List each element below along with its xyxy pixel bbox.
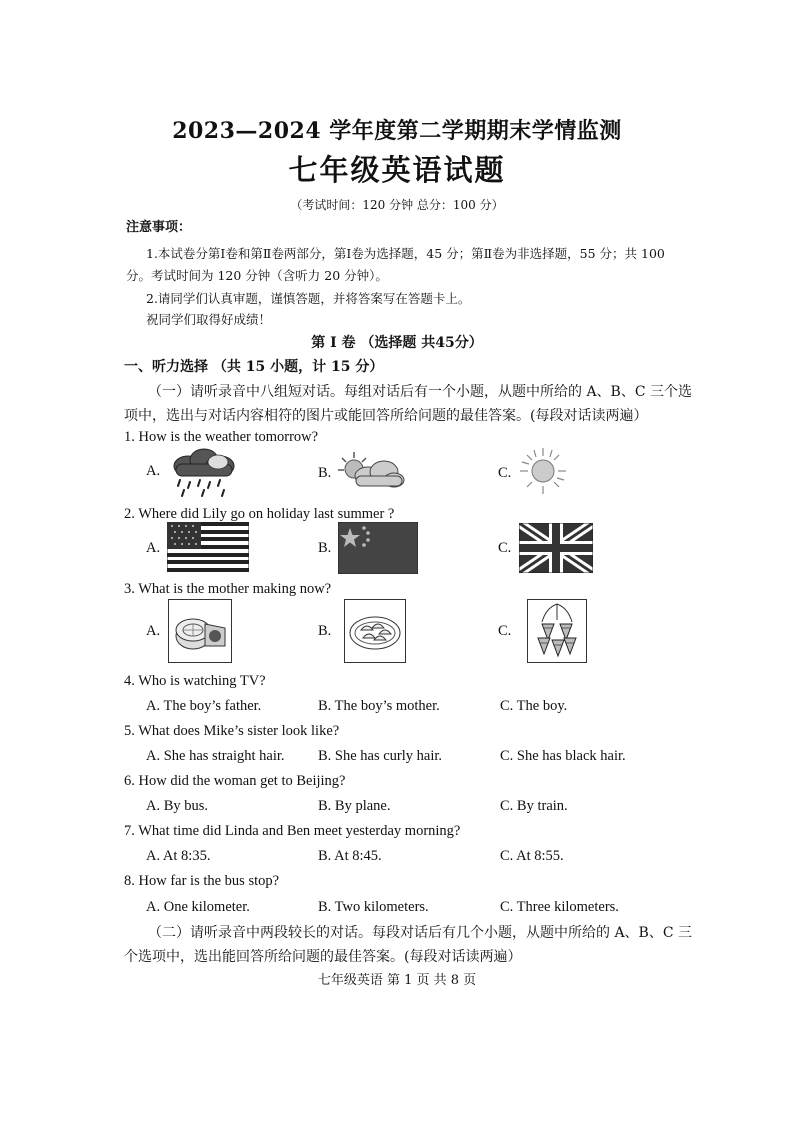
q7-option-b: B. At 8:45. (318, 848, 382, 864)
q8-option-b: B. Two kilometers. (318, 899, 429, 915)
q8-option-c: C. Three kilometers. (500, 899, 619, 915)
q4-option-a: A. The boy’s father. (146, 698, 262, 714)
q7-option-a: A. At 8:35. (146, 848, 211, 864)
part2-instruction-line-1: （二）请听录音中两段较长的对话。每段对话后有几个小题，从题中所给的 A、B、C 三 (148, 925, 693, 941)
question-5: 5. What does Mike’s sister look like? (124, 723, 340, 739)
notes-line-4: 祝同学们取得好成绩！ (146, 312, 272, 327)
zongzi-icon (527, 599, 587, 663)
q2-option-a-label: A. (146, 540, 161, 556)
q6-option-b: B. By plane. (318, 798, 391, 814)
question-1: 1. How is the weather tomorrow? (124, 429, 319, 445)
q3-option-b-label: B. (318, 623, 332, 639)
exam-title: 2023—2024 学年度第二学期期末学情监测 (172, 118, 622, 144)
instruction-line-1: （一）请听录音中八组短对话。每组对话后有一个小题，从题中所给的 A、B、C 三个选 (148, 384, 693, 400)
q4-option-b: B. The boy’s mother. (318, 698, 440, 714)
sun-cloud-icon (336, 450, 406, 490)
usa-flag-icon (167, 522, 249, 572)
q5-option-c: C. She has black hair. (500, 748, 626, 764)
q1-option-a-label: A. (146, 463, 161, 479)
notes-heading: 注意事项： (126, 220, 192, 235)
page-footer: 七年级英语 第 1 页 共 8 页 (317, 973, 477, 988)
china-flag-icon (338, 522, 418, 574)
q1-option-b-label: B. (318, 465, 332, 481)
q8-option-a: A. One kilometer. (146, 899, 250, 915)
exam-subject-title: 七年级英语试题 (288, 153, 506, 187)
q7-option-c: C. At 8:55. (500, 848, 564, 864)
mooncake-icon (168, 599, 232, 663)
q6-option-c: C. By train. (500, 798, 568, 814)
uk-flag-icon (519, 523, 593, 573)
exam-info: （考试时间：120 分钟 总分：100 分） (290, 198, 504, 212)
part2-instruction-line-2: 个选项中，选出能回答所给问题的最佳答案。(每段对话读两遍） (124, 949, 522, 965)
q5-option-b: B. She has curly hair. (318, 748, 443, 764)
sun-icon (518, 446, 568, 496)
question-3: 3. What is the mother making now? (124, 581, 332, 597)
q3-option-c-label: C. (498, 623, 512, 639)
rain-cloud-icon (166, 446, 240, 498)
question-2: 2. Where did Lily go on holiday last summer ? (124, 506, 395, 522)
question-8: 8. How far is the bus stop? (124, 873, 280, 889)
question-7: 7. What time did Linda and Ben meet yesterday morning? (124, 823, 461, 839)
q1-option-c-label: C. (498, 465, 512, 481)
instruction-line-2: 项中，选出与对话内容相符的图片或能回答所给问题的最佳答案。(每段对话读两遍） (124, 408, 648, 424)
q2-option-c-label: C. (498, 540, 512, 556)
q3-option-a-label: A. (146, 623, 161, 639)
part-title: 一、听力选择 （共 15 小题，计 15 分） (124, 359, 384, 375)
question-6: 6. How did the woman get to Beijing? (124, 773, 346, 789)
notes-line-1: 1.本试卷分第Ⅰ卷和第Ⅱ卷两部分，第Ⅰ卷为选择题，45 分；第Ⅱ卷为非选择题，55 分；共 100 (146, 246, 665, 261)
dumplings-icon (344, 599, 406, 663)
notes-line-2: 分。考试时间为 120 分钟（含听力 20 分钟）。 (126, 268, 388, 283)
section-title: 第 Ⅰ 卷 （选择题 共45分） (311, 335, 483, 351)
q2-option-b-label: B. (318, 540, 332, 556)
q4-option-c: C. The boy. (500, 698, 568, 714)
q6-option-a: A. By bus. (146, 798, 209, 814)
q5-option-a: A. She has straight hair. (146, 748, 285, 764)
notes-line-3: 2.请同学们认真审题，谨慎答题，并将答案写在答题卡上。 (146, 291, 471, 306)
question-4: 4. Who is watching TV? (124, 673, 266, 689)
